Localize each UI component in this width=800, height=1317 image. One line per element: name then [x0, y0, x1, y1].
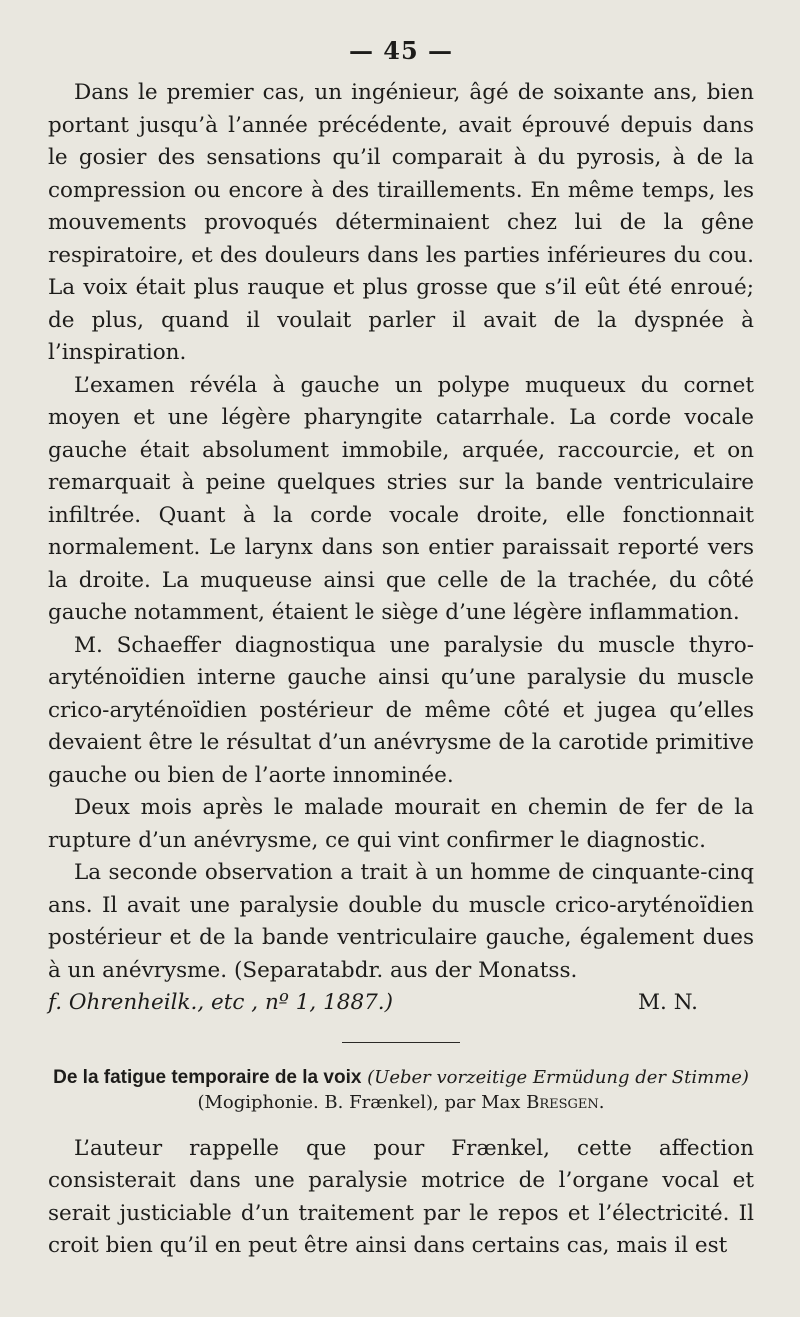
paragraph-5: La seconde observation a trait à un homme de cinquante-cinq ans. Il avait une paralysie double du muscle crico-aryténoïdien postérieur et de la bande ventriculaire gauche, également dues à un anévrysme. (Separatabdr. aus der Monatss.: [48, 860, 754, 983]
source-citation: [48, 987, 754, 1020]
paragraph-4: Deux mois après le malade mourait en chemin de fer de la rupture d’un anévrysme, ce qui vint confirmer le diagnostic.: [48, 795, 754, 853]
article-translator-note: (Mogiphonie. B. Frænkel), par Max: [197, 1091, 521, 1113]
section-divider: [342, 1042, 460, 1043]
citation-text: [48, 987, 393, 1020]
article-title: De la fatigue temporaire de la voix: [53, 1066, 362, 1088]
article-heading: [48, 1065, 754, 1115]
paragraph-2: L’examen révéla à gauche un polype muqueux du cornet moyen et une légère pharyngite catarrhale. La corde vocale gauche était absolument immobile, arquée, raccourcie, et on remarquait à peine quelques stries sur la bande ventriculaire infiltrée. Quant à la corde vocale droite, elle fonctionnait normalement. Le larynx dans son entier paraissait reporté vers la droite. La muqueuse ainsi que celle de la trachée, du côté gauche notamment, étaient le siège d’une légère inflammation.: [48, 372, 754, 625]
paragraph-3: M. Schaeffer diagnostiqua une paralysie du muscle thyro-aryténoïdien interne gauche ainsi qu’une paralysie du muscle crico-aryténoïdien postérieur de même côté et jugea qu’elles devaient être le résultat d’un anévrysme de la carotide primitive gauche ou bien de l’aorte innominée.: [48, 632, 754, 788]
author-initials: M. N.: [638, 990, 698, 1015]
article-author: Bresgen.: [526, 1091, 605, 1113]
citation-details: , etc , nº 1, 1887.): [197, 990, 394, 1015]
article-original-title: (Ueber vorzeitige Ermüdung der Stimme): [367, 1066, 749, 1088]
page-number: — 45 —: [348, 36, 454, 65]
paragraph-1: Dans le premier cas, un ingénieur, âgé de soixante ans, bien portant jusqu’à l’année précédente, avait éprouvé depuis dans le gosier des sensations qu’il comparait à du pyrosis, à de la compression ou encore à des tiraillements. En même temps, les mouvements provoqués déterminaient chez lui de la gêne respiratoire, et des douleurs dans les parties inférieures du cou. La voix était plus rauque et plus grosse que s’il eût été enroué; de plus, quand il voulait parler il avait de la dyspnée à l’inspiration.: [48, 80, 754, 365]
citation-journal: f. Ohrenheilk.: [48, 990, 198, 1015]
closing-paragraph: L’auteur rappelle que pour Frænkel, cette affection consisterait dans une paralysie motrice de l’organe vocal et serait justiciable d’un traitement par le repos et l’électricité. Il croit bien qu’il en peut être ainsi dans certains cas, mais il est: [48, 1135, 754, 1258]
